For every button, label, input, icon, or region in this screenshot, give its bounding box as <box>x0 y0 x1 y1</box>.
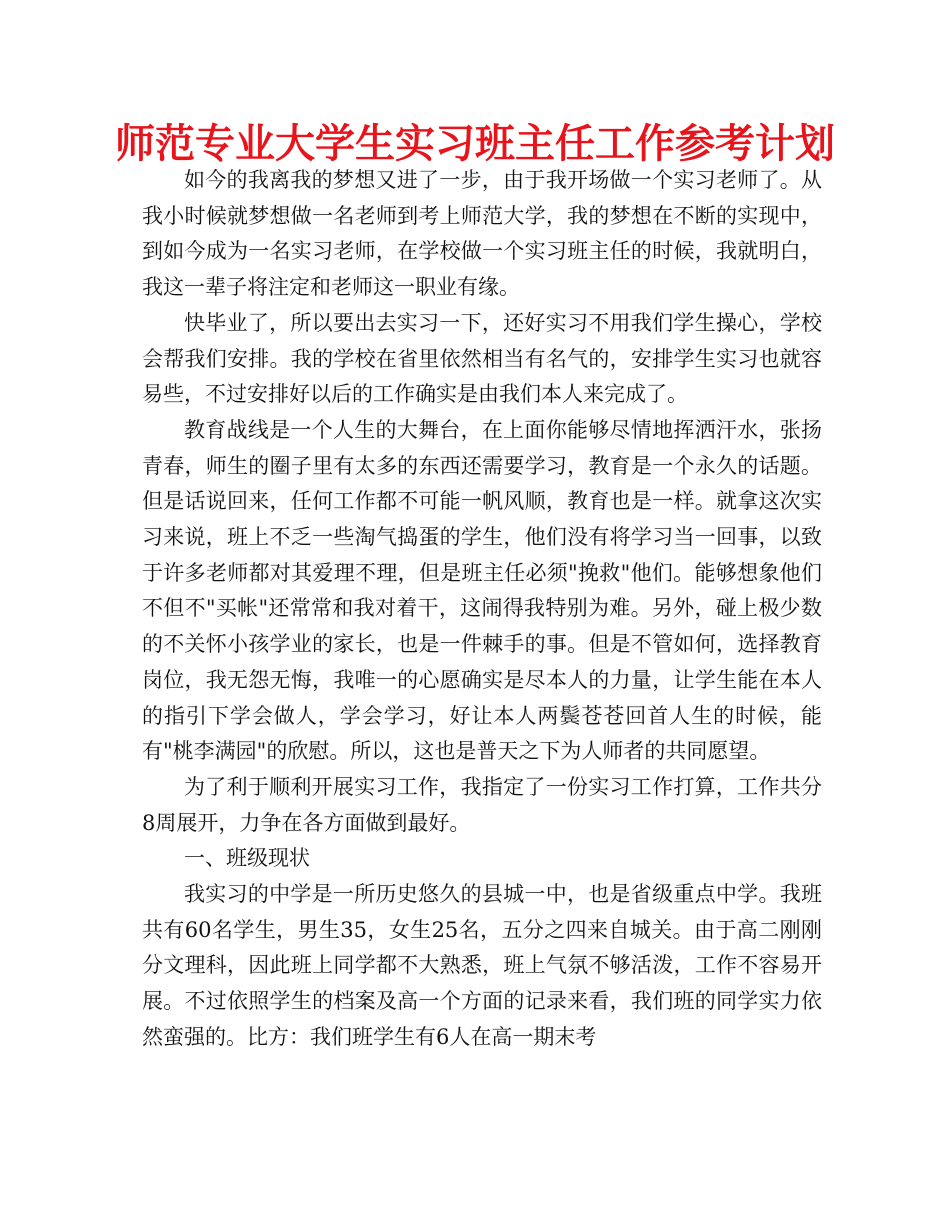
paragraph: 教育战线是一个人生的大舞台，在上面你能够尽情地挥洒汗水，张扬青春，师生的圈子里有太多的东西还需要学习，教育是一个永久的话题。但是话说回来，任何工作都不可能一帆风顺，教育也是一样。就拿这次实习来说，班上不乏一些淘气捣蛋的学生，他们没有将学习当一回事，以致于许多老师都对其爱理不理，但是班主任必须"挽救"他们。能够想象他们不但不"买帐"还常常和我对着干，这闹得我特别为难。另外，碰上极少数的不关怀小孩学业的家长，也是一件棘手的事。但是不管如何，选择教育岗位，我无怨无悔，我唯一的心愿确实是尽本人的力量，让学生能在本人的指引下学会做人，学会学习，好让本人两鬓苍苍回首人生的时候，能有"桃李满园"的欣慰。所以，这也是普天之下为人师者的共同愿望。 <box>142 417 822 764</box>
paragraph: 如今的我离我的梦想又进了一步，由于我开场做一个实习老师了。从我小时候就梦想做一名老师到考上师范大学，我的梦想在不断的实现中，到如今成为一名实习老师，在学校做一个实习班主任的时候，我就明白，我这一辈子将注定和老师这一职业有缘。 <box>142 168 822 300</box>
section-heading: 一、班级现状 <box>184 846 310 871</box>
paragraph: 为了利于顺利开展实习工作，我指定了一份实习工作打算，工作共分8周展开，力争在各方面做到最好。 <box>142 774 822 835</box>
document-title: 师范专业大学生实习班主任工作参考计划 <box>115 121 835 167</box>
paragraph: 快毕业了，所以要出去实习一下，还好实习不用我们学生操心，学校会帮我们安排。我的学校在省里依然相当有名气的，安排学生实习也就容易些，不过安排好以后的工作确实是由我们本人来完成了。 <box>142 310 822 407</box>
document-body <box>142 163 822 1056</box>
paragraph: 我实习的中学是一所历史悠久的县城一中，也是省级重点中学。我班共有60名学生，男生35，女生25名，五分之四来自城关。由于高二刚刚分文理科，因此班上同学都不大熟悉，班上气氛不够活泼，工作不容易开展。不过依照学生的档案及高一个方面的记录来看，我们班的同学实力依然蛮强的。比方：我们班学生有6人在高一期末考 <box>142 882 822 1049</box>
